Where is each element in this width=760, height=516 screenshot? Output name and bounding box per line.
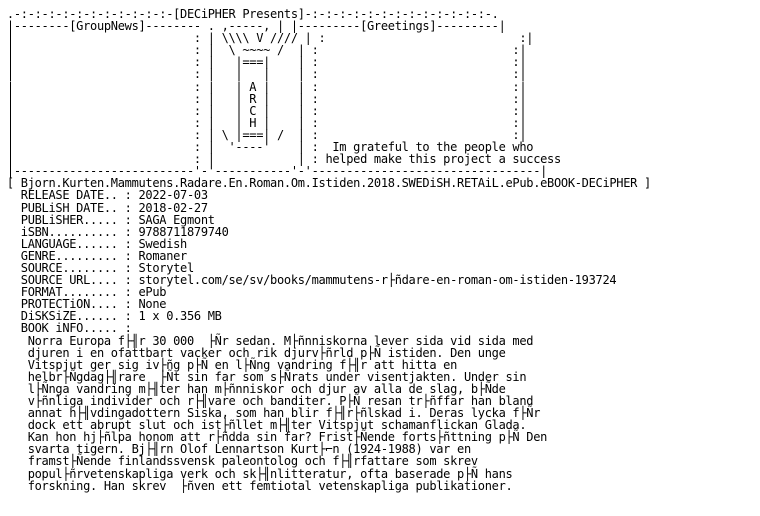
nfo-line: | : | '----' | : Im grateful to the people who xyxy=(0,140,534,155)
nfo-line: djuren i en ofattbart vacker och rik djurv├ñrld p├Ñ istiden. Den unge xyxy=(0,345,506,360)
nfo-line: DiSKSiZE...... : 1 x 0.356 MB xyxy=(0,309,222,324)
nfo-line: |--------[GroupNews]-------- . ,-----, | |---------[Greetings]---------| xyxy=(0,19,506,34)
nfo-line: | : | \\\\ V //// | : :| xyxy=(0,31,534,46)
nfo-line: | : | | : helped make this project a success xyxy=(0,152,561,167)
nfo-line: PROTECTiON.... : None xyxy=(0,297,167,312)
nfo-line: svarta tigern. Bj├╢rn Olof Lennartson Kurt├⌐n (1924-1988) var en xyxy=(0,442,471,457)
nfo-line: | : | | R | | : :| xyxy=(0,91,527,106)
nfo-line: iSBN.......... : 9788711879740 xyxy=(0,224,229,239)
nfo-line: SOURCE URL.... : storytel.com/se/sv/books/mammutens-r├ñdare-en-roman-om-istiden-193724 xyxy=(0,273,617,288)
nfo-line: framst├Ñende finlandssvensk paleontolog och f├╢rfattare som skrev xyxy=(0,454,478,469)
nfo-line: v├ñnliga individer och r├╢vare och banditer. P├Ñ resan tr├ñffar han bland xyxy=(0,394,534,408)
nfo-line: | : | \ |===| / | : :| xyxy=(0,127,527,142)
nfo-line: | : | | H | | : :| xyxy=(0,115,527,130)
nfo-line: popul├ñrvetenskapliga verk och sk├╢nlitteratur, ofta baserade p├Ñ hans xyxy=(0,466,513,481)
nfo-line: | : | |===| | : :| xyxy=(0,55,527,70)
nfo-line: Vitspjut ger sig iv├ñg p├Ñ en l├Ñng vandring f├╢r att hitta en xyxy=(0,357,458,372)
nfo-line: l├Ñnga vandring m├╢ter han m├ñnniskor och djur av alla de slag, b├Ñde xyxy=(0,381,506,396)
nfo-line: LANGUAGE...... : Swedish xyxy=(0,236,187,251)
nfo-line: GENRE......... : Romaner xyxy=(0,248,187,263)
nfo-line: | : | | | | : :| xyxy=(0,67,527,82)
nfo-line: |--------------------------'-'-----------'-'---------------------------------| xyxy=(0,164,548,179)
nfo-line: Kan hon hj├ñlpa honom att r├ñdda sin far? Frist├Ñende forts├ñttning p├Ñ Den xyxy=(0,430,548,445)
nfo-line: RELEASE DATE.. : 2022-07-03 xyxy=(0,188,208,203)
nfo-line: helbr├Ñgdag├╢rare ├Ñt sin far som s├Ñrats under visentjakten. Under sin xyxy=(0,369,527,384)
nfo-line: .-:-:-:-:-:-:-:-:-:-:-:-[DECiPHER Presents]-:-:-:-:-:-:-:-:-:-:-:-:-:-. xyxy=(0,7,499,21)
nfo-line: dock ett abrupt slut och ist├ñllet m├╢ter Vitspjut schamanflickan Glada. xyxy=(0,418,527,433)
nfo-line: | : | | C | | : :| xyxy=(0,103,527,118)
nfo-line: | : | \ ~~~~ / | : :| xyxy=(0,43,527,58)
nfo-line: SOURCE........ : Storytel xyxy=(0,260,194,275)
nfo-line: BOOK iNFO..... : xyxy=(0,321,132,336)
nfo-line: PUBLiSHER..... : SAGA Egmont xyxy=(0,212,215,227)
nfo-line: Norra Europa f├╢r 30 000 ├Ñr sedan. M├ñnniskorna lever sida vid sida med xyxy=(0,333,534,348)
nfo-line: [ Bjorn.Kurten.Mammutens.Radare.En.Roman.Om.Istiden.2018.SWEDiSH.RETAiL.ePub.eBOOK-DECiPHER ] xyxy=(0,176,651,191)
nfo-line: annat h├╢vdingadottern Siska, som han blir f├╢r├ñlskad i. Deras lycka f├Ñr xyxy=(0,406,541,421)
nfo-line: FORMAT........ : ePub xyxy=(0,285,167,300)
nfo-line: PUBLiSH DATE.. : 2018-02-27 xyxy=(0,200,208,215)
nfo-line: | : | | A | | : :| xyxy=(0,79,527,94)
nfo-line: forskning. Han skrev ├ñven ett femtiotal vetenskapliga publikationer. xyxy=(0,478,513,493)
